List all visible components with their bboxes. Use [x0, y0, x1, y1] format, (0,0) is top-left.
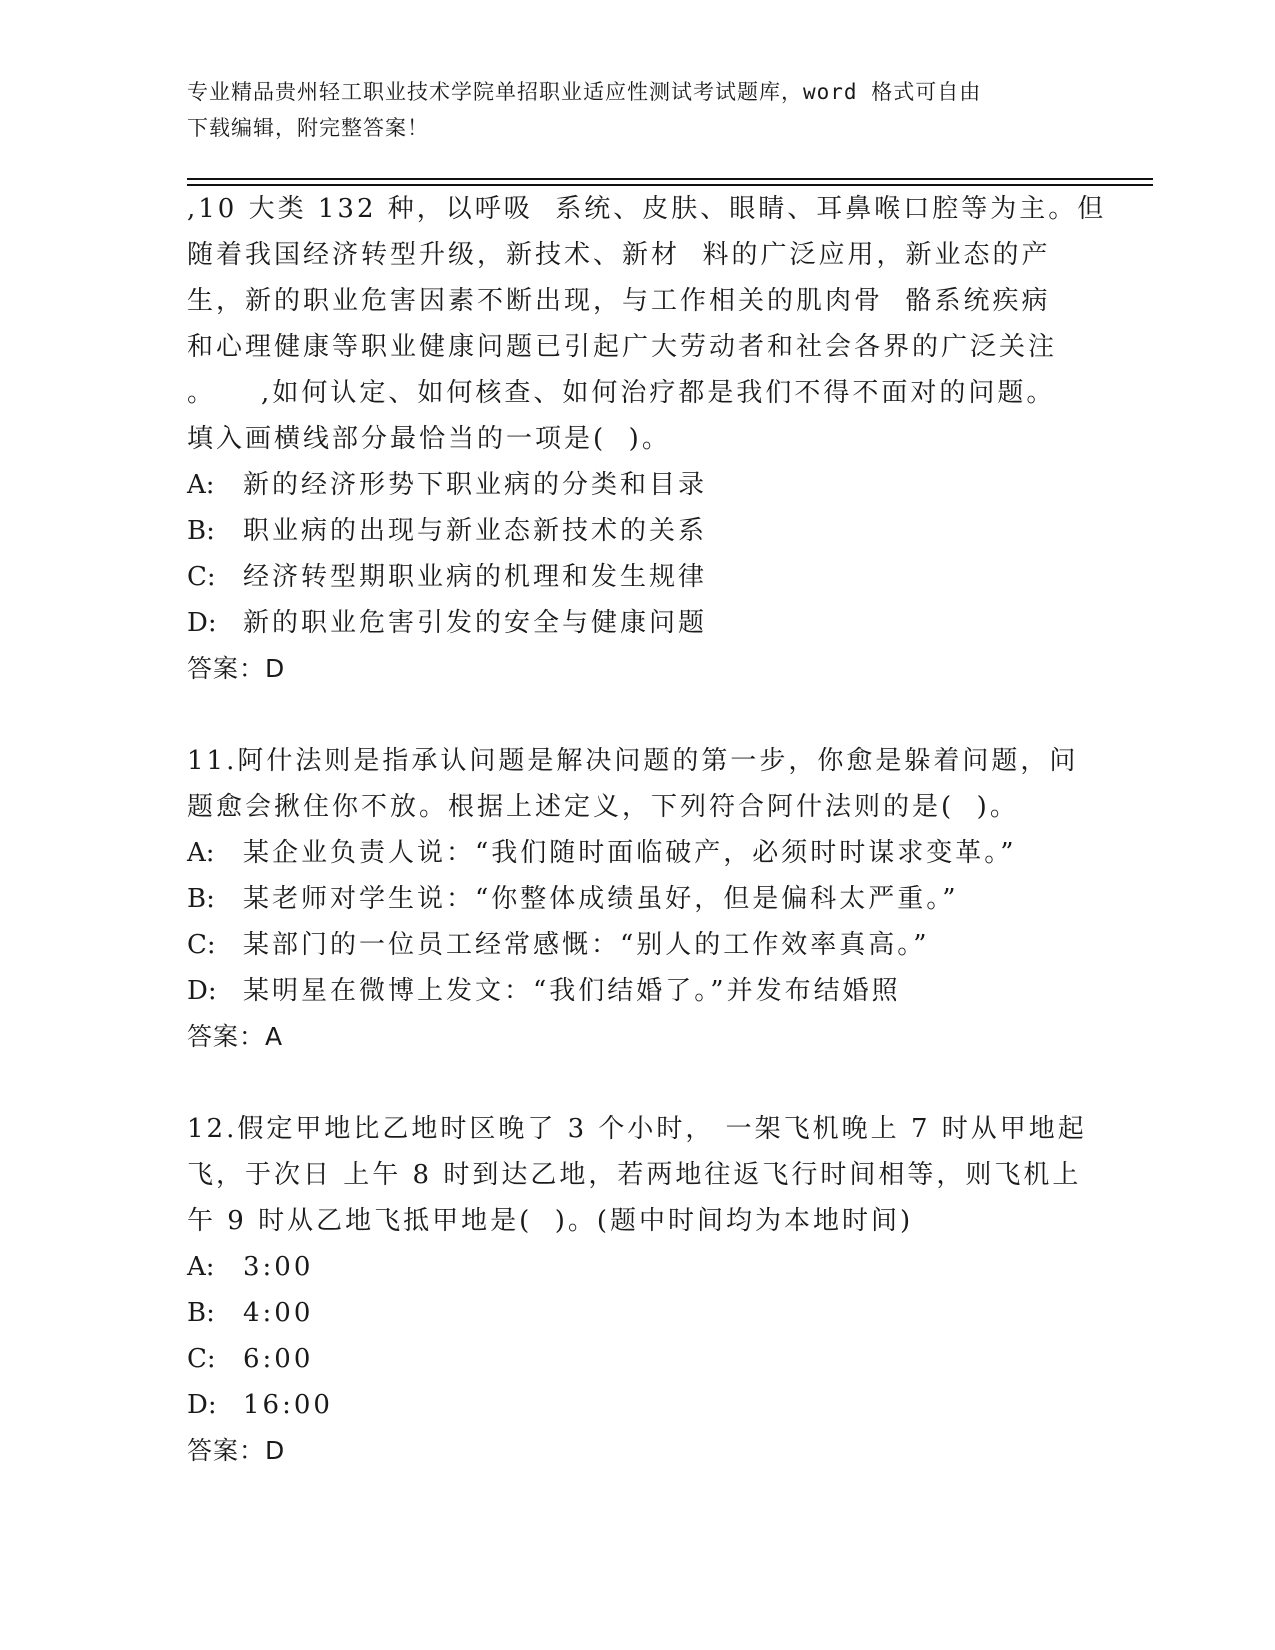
- option-text: 某部门的一位员工经常感慨：“别人的工作效率真高。”: [243, 930, 930, 960]
- option-text: 16:00: [243, 1390, 333, 1420]
- option-b: [187, 1290, 1087, 1336]
- answer-line: 答案：D: [187, 654, 286, 683]
- option-text: 某企业负责人说：“我们随时面临破产，必须时时谋求变革。”: [243, 838, 1017, 868]
- question-text-line: 12.假定甲地比乙地时区晚了 3 个小时， 一架飞机晚上 7 时从甲地起: [187, 1114, 1087, 1144]
- question-text-line: 11.阿什法则是指承认问题是解决问题的第一步，你愈是躲着问题，问: [187, 746, 1079, 776]
- question-10: [187, 186, 1107, 692]
- option-key: D:: [187, 608, 217, 638]
- question-text-line: 。 ,如何认定、如何核查、如何治疗都是我们不得不面对的问题。: [187, 378, 1056, 408]
- question-11: [187, 738, 1087, 1060]
- option-b: [187, 876, 1087, 922]
- option-key: D:: [187, 1390, 217, 1420]
- question-spacer: [187, 1060, 1087, 1106]
- option-a: [187, 830, 1087, 876]
- option-d: [187, 600, 1087, 646]
- question-text-line: 生，新的职业危害因素不断出现，与工作相关的肌肉骨 骼系统疾病: [187, 286, 1051, 316]
- option-a: [187, 462, 1087, 508]
- option-text: 经济转型期职业病的机理和发生规律: [243, 562, 708, 592]
- option-text: 4:00: [243, 1298, 314, 1328]
- header-line-2: 下载编辑，附完整答案！: [187, 116, 429, 140]
- option-key: C:: [187, 930, 216, 960]
- option-c: [187, 922, 1087, 968]
- option-a: [187, 1244, 1087, 1290]
- question-content: [187, 186, 1107, 1474]
- option-text: 3:00: [243, 1252, 314, 1282]
- option-key: A:: [187, 1252, 215, 1282]
- option-key: A:: [187, 838, 215, 868]
- option-key: B:: [187, 1298, 215, 1328]
- question-spacer: [187, 692, 1087, 738]
- option-d: [187, 968, 1087, 1014]
- option-text: 某老师对学生说：“你整体成绩虽好，但是偏科太严重。”: [243, 884, 959, 914]
- option-key: C:: [187, 1344, 216, 1374]
- option-key: A:: [187, 470, 215, 500]
- question-text-line: 填入画横线部分最恰当的一项是( )。: [187, 424, 671, 454]
- option-text: 职业病的出现与新业态新技术的关系: [243, 516, 708, 546]
- header-line-1: 专业精品贵州轻工职业技术学院单招职业适应性测试考试题库，word 格式可自由: [187, 80, 982, 104]
- question-text-line: 午 9 时从乙地飞抵甲地是( )。(题中时间均为本地时间): [187, 1206, 914, 1236]
- answer-line: 答案：D: [187, 1436, 286, 1465]
- question-12: [187, 1106, 1087, 1474]
- question-text-line: 随着我国经济转型升级，新技术、新材 料的广泛应用，新业态的产: [187, 240, 1051, 270]
- option-d: [187, 1382, 1087, 1428]
- question-text-line: ,10 大类 132 种，以呼吸 系统、皮肤、眼睛、耳鼻喉口腔等为主。但: [187, 194, 1107, 224]
- document-header: [187, 74, 1067, 146]
- option-key: B:: [187, 516, 215, 546]
- option-text: 新的经济形势下职业病的分类和目录: [243, 470, 708, 500]
- question-text-line: 题愈会揪住你不放。根据上述定义，下列符合阿什法则的是( )。: [187, 792, 1019, 822]
- question-text-line: 和心理健康等职业健康问题已引起广大劳动者和社会各界的广泛关注: [187, 332, 1058, 362]
- option-text: 6:00: [243, 1344, 314, 1374]
- header-divider-top: [187, 178, 1153, 180]
- option-key: C:: [187, 562, 216, 592]
- option-key: B:: [187, 884, 215, 914]
- option-c: [187, 554, 1087, 600]
- option-b: [187, 508, 1087, 554]
- option-key: D:: [187, 976, 217, 1006]
- option-text: 新的职业危害引发的安全与健康问题: [243, 608, 708, 638]
- option-text: 某明星在微博上发文：“我们结婚了。”并发布结婚照: [243, 976, 901, 1006]
- question-text-line: 飞，于次日 上午 8 时到达乙地，若两地往返飞行时间相等，则飞机上: [187, 1160, 1082, 1190]
- answer-line: 答案：A: [187, 1022, 284, 1051]
- option-c: [187, 1336, 1087, 1382]
